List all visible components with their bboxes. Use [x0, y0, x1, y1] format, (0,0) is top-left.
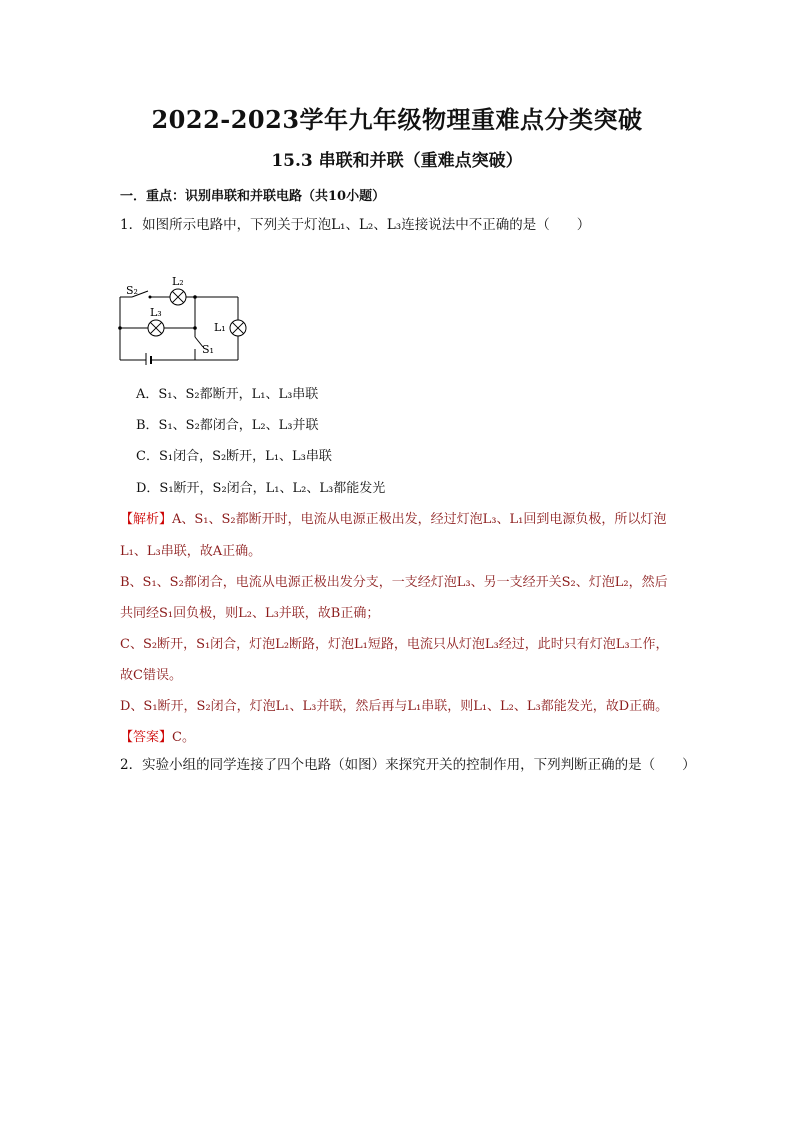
answer-value: C。	[172, 730, 195, 745]
analysis-line-5: C、S₂断开，S₁闭合，灯泡L₂断路，灯泡L₁短路，电流只从灯泡L₃经过，此时只有灯泡L₃工作，	[120, 637, 669, 652]
analysis-line-6: 故C错误。	[120, 668, 182, 683]
option-d: D．S₁断开，S₂闭合，L₁、L₂、L₃都能发光	[136, 481, 386, 496]
answer-line	[120, 726, 700, 745]
question-1-stem: 1．如图所示电路中，下列关于灯泡L₁、L₂、L₃连接说法中不正确的是（ ）	[120, 217, 591, 233]
label-l2: L₂	[172, 275, 184, 288]
document-subtitle: 15.3 串联和并联（重难点突破）	[271, 151, 523, 171]
document-title: 2022-2023学年九年级物理重难点分类突破	[151, 105, 643, 134]
option-c: C．S₁闭合，S₂断开，L₁、L₃串联	[136, 449, 332, 464]
label-l3: L₃	[150, 306, 162, 319]
label-s1: S₁	[202, 343, 214, 356]
question-2-stem: 2．实验小组的同学连接了四个电路（如图）来探究开关的控制作用，下列判断正确的是（ ）	[120, 757, 696, 773]
answer-tag: 【答案】	[120, 730, 173, 745]
circuit-diagram	[110, 265, 260, 365]
section-heading: 一．重点：识别串联和并联电路（共10小题）	[120, 189, 386, 204]
analysis-tag: 【解析】	[120, 512, 173, 527]
analysis-line-7: D、S₁断开，S₂闭合，灯泡L₁、L₃并联，然后再与L₁串联，则L₁、L₂、L₃都能发光，故D正确。	[120, 699, 669, 714]
option-a: A．S₁、S₂都断开，L₁、L₃串联	[136, 387, 319, 402]
label-s2: S₂	[126, 284, 138, 297]
analysis-line-3: B、S₁、S₂都闭合，电流从电源正极出发分支，一支经灯泡L₃、另一支经开关S₂、灯泡L₂，然后	[120, 575, 668, 590]
analysis-line-4: 共同经S₁回负极，则L₂、L₃并联，故B正确；	[120, 606, 380, 621]
analysis-line-1: 【解析】A、S₁、S₂都断开时，电流从电源正极出发，经过灯泡L₃、L₁回到电源负极，所以灯泡	[120, 512, 667, 527]
label-l1: L₁	[214, 321, 226, 334]
option-b: B．S₁、S₂都闭合，L₂、L₃并联	[136, 418, 319, 433]
analysis-line-2: L₁、L₃串联，故A正确。	[120, 544, 262, 559]
